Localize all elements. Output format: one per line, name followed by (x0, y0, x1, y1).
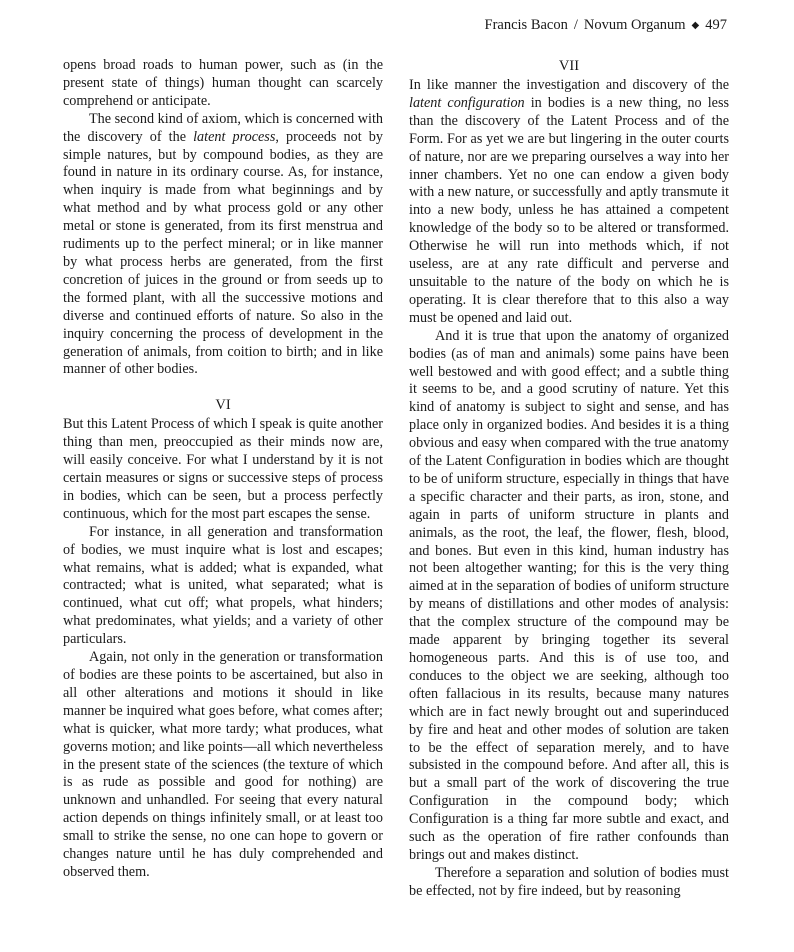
section-heading-vi: VI (215, 397, 231, 414)
paragraph: Again, not only in the generation or transformation of bodies are these points to be ascertained, but also in all other alterations and motions it should in like manner be inquired what goes before, what comes after; what is quicker, what more tardy; what produces, what governs motion; and like points—all which nevertheless in the present state of the sciences (the texture of which is as rude as possible and good for nothing) are unknown and unhandled. For seeing that every natural action depends on things infinitely small, or at least too small to strike the sense, no one can hope to govern or changes nature until he has duly comprehended and observed them. (63, 649, 383, 880)
author-name: Francis Bacon (484, 17, 568, 33)
paragraph: opens broad roads to human power, such as (in the present state of things) human thought can scarcely comprehend or anticipate. (63, 57, 383, 109)
text-run: in bodies is a new thing, no less than the discovery of the Latent Process and of the Form. For as yet we are but lingering in the outer courts of nature, nor are we preparing ourselves a way into her inner chambers. Yet no one can endow a given body with a new nature, or successfully and aptly transmute it into a new body, unless he has attained a competent knowledge of the body so to be altered or transformed. Otherwise he will run into methods which, if not useless, are at any rate difficult and perverse and unsuitable to the nature of the body on which he is operating. It is clear therefore that to this also a way must be opened and laid out. (409, 94, 729, 326)
emphasis-text: latent configuration (409, 94, 525, 111)
text-run: , proceeds not by simple natures, but by compound bodies, as they are found in nature in its ordinary course. As, for instance, when inquiry is made from what beginnings and by what method and by what process gold or any other metal or stone is generated, from its first menstrua and rudiments up to the perfect mineral; or in like manner by what process herbs are generated, from the first concretion of juices in the ground or from seeds up to the formed plant, with all the successive motions and diverse and continued efforts of nature. So also in the inquiry concerning the process of development in the generation of animals, from coition to birth; and in like manner of other bodies. (63, 128, 383, 378)
section-heading-vii: VII (558, 58, 580, 74)
header-separator: / (573, 17, 578, 33)
diamond-ornament-icon: ◆ (691, 20, 700, 31)
paragraph: For instance, in all generation and transformation of bodies, we must inquire what is lost and escapes; what remains, what is added; what is expanded, what contracted; what is united, what separated; what is continued, what cut off; what propels, what hinders; what predominates, what yields; and a variety of other particulars. (63, 523, 383, 648)
text-run: In like manner the investigation and discovery of the (409, 77, 729, 93)
left-column (63, 57, 383, 882)
paragraph (63, 111, 383, 380)
paragraph (409, 77, 729, 328)
running-head (485, 17, 727, 34)
paragraph: But this Latent Process of which I speak is quite another thing than men, preoccupied as their minds now are, will easily conceive. For what I understand by it is not certain measures or signs or successive steps of process in bodies, which can be seen, but a process perfectly continuous, which for the most part escapes the sense. (63, 416, 383, 522)
paragraph: Therefore a separation and solution of bodies must be effected, not by fire indeed, but by reasoning (409, 864, 729, 899)
right-column (409, 57, 729, 901)
book-title: Novum Organum (583, 17, 686, 33)
emphasis-text: latent process (193, 128, 276, 145)
paragraph: And it is true that upon the anatomy of organized bodies (as of man and animals) some pains have been well bestowed and with good effect; and a subtle thing it seems to be, and a good scrutiny of nature. Yet this kind of anatomy is subject to sight and sense, and has place only in organized bodies. And besides it is a thing obvious and easy when compared with the true anatomy of the Latent Configuration in bodies which are thought to be of uniform structure, especially in things that have a specific character and their parts, as iron, stone, and again in parts of uniform structure in plants and animals, as the root, the leaf, the flower, flesh, blood, and bones. But even in this kind, human industry has not been altogether wanting; for this is the very thing aimed at in the separation of bodies of uniform structure by means of distillations and other modes of analysis: that the complex structure of the compound may be made apparent by bringing together its several homogeneous parts. And this is of use too, and conduces to the object we are seeking, although too often fallacious in its results, because many natures which are in fact newly brought out and superinduced by fire and heat and other modes of solution are taken to be the effect of separation merely, and to have subsisted in the compound before. And after all, this is but a small part of the work of discovering the true Configuration in the compound body; which Configuration is a thing far more subtle and exact, and such as the operation of fire rather confounds than brings out and makes distinct. (409, 327, 729, 863)
page-number: 497 (705, 17, 727, 33)
text-run: The second kind of axiom, which is concerned with the discovery of the (63, 110, 383, 145)
